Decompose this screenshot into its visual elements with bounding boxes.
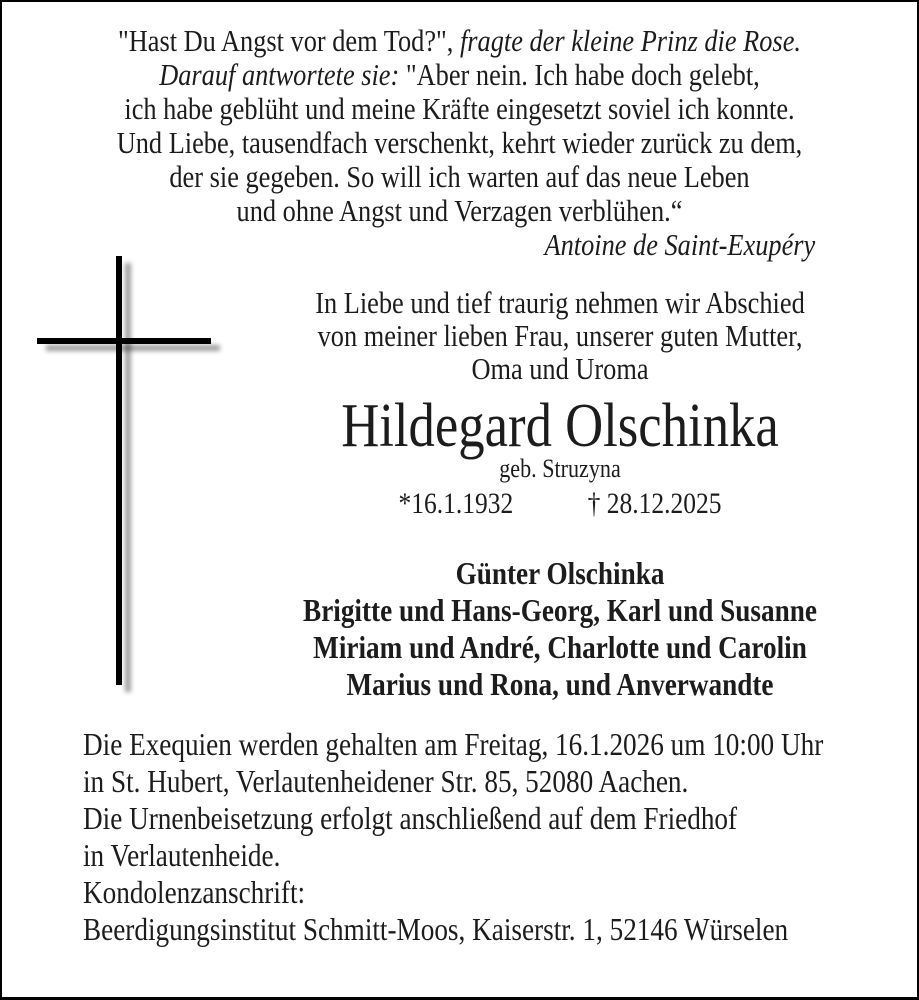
mourner-line: Marius und Rona, und Anverwandte: [346, 666, 774, 702]
mourners-block: [258, 555, 862, 703]
quote-segment: "Hast Du Angst vor dem Tod?",: [118, 23, 460, 58]
mourner-line: Brigitte und Hans-Georg, Karl und Susanne: [303, 592, 817, 628]
quote-segment: Und Liebe, tausendfach verschenkt, kehrt wieder zurück zu dem,: [116, 125, 803, 160]
announcement-block: [258, 286, 862, 703]
service-info-line: Die Exequien werden gehalten am Freitag, 16.1.2026 um 10:00 Uhr: [83, 726, 824, 762]
quote-attribution: Antoine de Saint-Exupéry: [544, 227, 816, 262]
quote-line: [69, 58, 850, 92]
intro-line: In Liebe und tief traurig nehmen wir Abschied: [315, 285, 805, 320]
quote-line: [69, 160, 850, 194]
quote-block: [69, 24, 850, 262]
quote-segment: "Aber nein. Ich habe doch gelebt,: [405, 57, 760, 92]
cross-vertical-bar: [116, 256, 122, 685]
quote-line: [69, 194, 850, 228]
service-info-block: [83, 726, 823, 948]
death-date: † 28.12.2025: [587, 487, 722, 520]
quote-segment-italic: fragte der kleine Prinz die Rose.: [459, 23, 801, 58]
service-info-line: Beerdigungsinstitut Schmitt-Moos, Kaiserstr. 1, 52146 Würselen: [83, 911, 789, 947]
mourner-line: Günter Olschinka: [455, 555, 665, 591]
quote-segment: der sie gegeben. So will ich warten auf das neue Leben: [169, 159, 750, 194]
life-dates: [258, 483, 862, 525]
quote-line: [69, 126, 850, 160]
intro-line: Oma und Uroma: [471, 351, 649, 386]
quote-segment-italic: Darauf antwortete sie:: [159, 57, 406, 92]
intro-line: von meiner lieben Frau, unserer guten Mutter,: [317, 318, 803, 353]
service-info-line: in St. Hubert, Verlautenheidener Str. 85, 52080 Aachen.: [83, 763, 689, 799]
quote-line: [69, 24, 850, 58]
service-info-line: Kondolenzanschrift:: [83, 874, 306, 910]
maiden-name: geb. Struzyna: [499, 454, 621, 483]
quote-segment: ich habe geblüht und meine Kräfte eingesetzt soviel ich konnte.: [124, 91, 795, 126]
service-info-line: in Verlautenheide.: [83, 837, 281, 873]
service-info-line: Die Urnenbeisetzung erfolgt anschließend auf dem Friedhof: [83, 800, 738, 836]
quote-line: [69, 92, 850, 126]
cross-horizontal-bar: [37, 338, 211, 344]
mourner-line: Miriam und André, Charlotte und Carolin: [313, 629, 807, 665]
birth-date: *16.1.1932: [398, 487, 514, 520]
deceased-name: Hildegard Olschinka: [341, 392, 779, 460]
quote-segment: und ohne Angst und Verzagen verblühen.“: [236, 193, 683, 228]
